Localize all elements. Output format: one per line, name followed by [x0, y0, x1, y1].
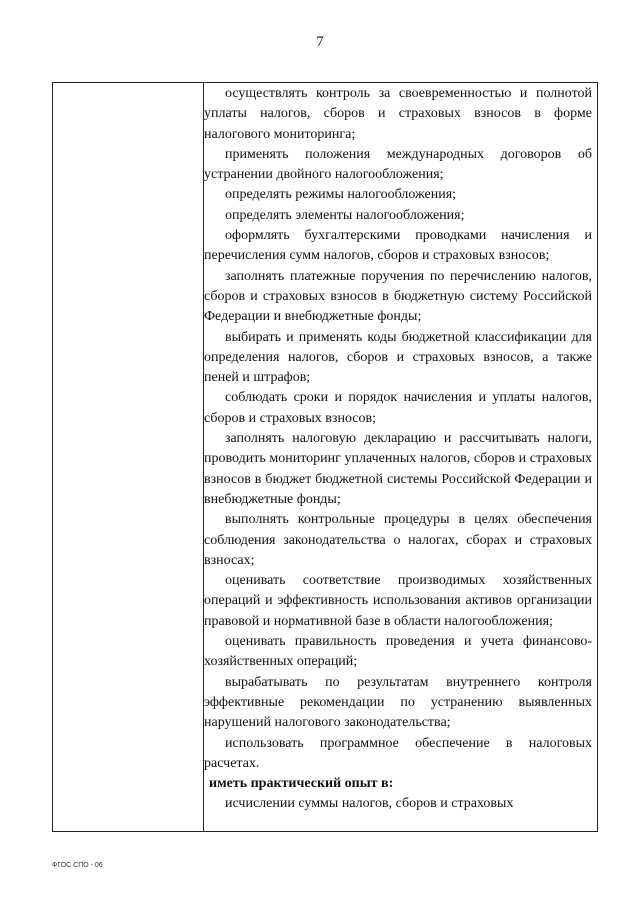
list-item: заполнять налоговую декларацию и рассчитывать налоги, проводить мониторинг уплаченных налогов, сборов и страховых взносов в бюджет бюджетной системы Российской Федерации и внебюджетные фонды; [204, 431, 592, 507]
list-item: выбирать и применять коды бюджетной классификации для определения налогов, сборов и страховых взносов, а также пеней и штрафов; [204, 329, 592, 386]
page-number: 7 [316, 34, 324, 50]
list-item: осуществлять контроль за своевременностью и полнотой уплаты налогов, сборов и страховых взносов в форме налогового мониторинга; [204, 86, 592, 142]
list-item: оценивать правильность проведения и учета финансово-хозяйственных операций; [204, 634, 592, 670]
list-item: определять элементы налогообложения; [225, 207, 465, 223]
list-item: определять режимы налогообложения; [225, 187, 457, 203]
list-item: оформлять бухгалтерскими проводками начисления и перечисления сумм налогов, сборов и страховых взносов; [204, 228, 592, 264]
list-item: применять положения международных договоров об устранении двойного налогообложения; [204, 146, 592, 183]
list-item: соблюдать сроки и порядок начисления и уплаты налогов, сборов и страховых взносов; [204, 390, 592, 426]
footer-code: ФГОС СПО - 06 [52, 862, 103, 869]
table-left-column [53, 83, 204, 831]
list-item: использовать программное обеспечение в налоговых расчетах. [204, 735, 592, 771]
list-item: вырабатывать по результатам внутреннего контроля эффективные рекомендации по устранению выявленных нарушений налогового законодательства; [204, 674, 592, 731]
table-right-column [204, 84, 592, 815]
list-item: выполнять контрольные процедуры в целях обеспечения соблюдения законодательства о налогах, сборах и страховых взносах; [204, 512, 592, 568]
list-item: исчислении суммы налогов, сборов и страховых [225, 796, 514, 812]
standard-table [52, 82, 598, 832]
list-item: оценивать соответствие производимых хозяйственных операций и эффективность использования активов организации правовой и нормативной базе в области налогообложения; [204, 573, 592, 629]
section-heading: иметь практический опыт в: [209, 776, 394, 792]
list-item: заполнять платежные поручения по перечислению налогов, сборов и страховых взносов в бюджетную систему Российской Федерации и внебюджетные фонды; [204, 268, 592, 325]
